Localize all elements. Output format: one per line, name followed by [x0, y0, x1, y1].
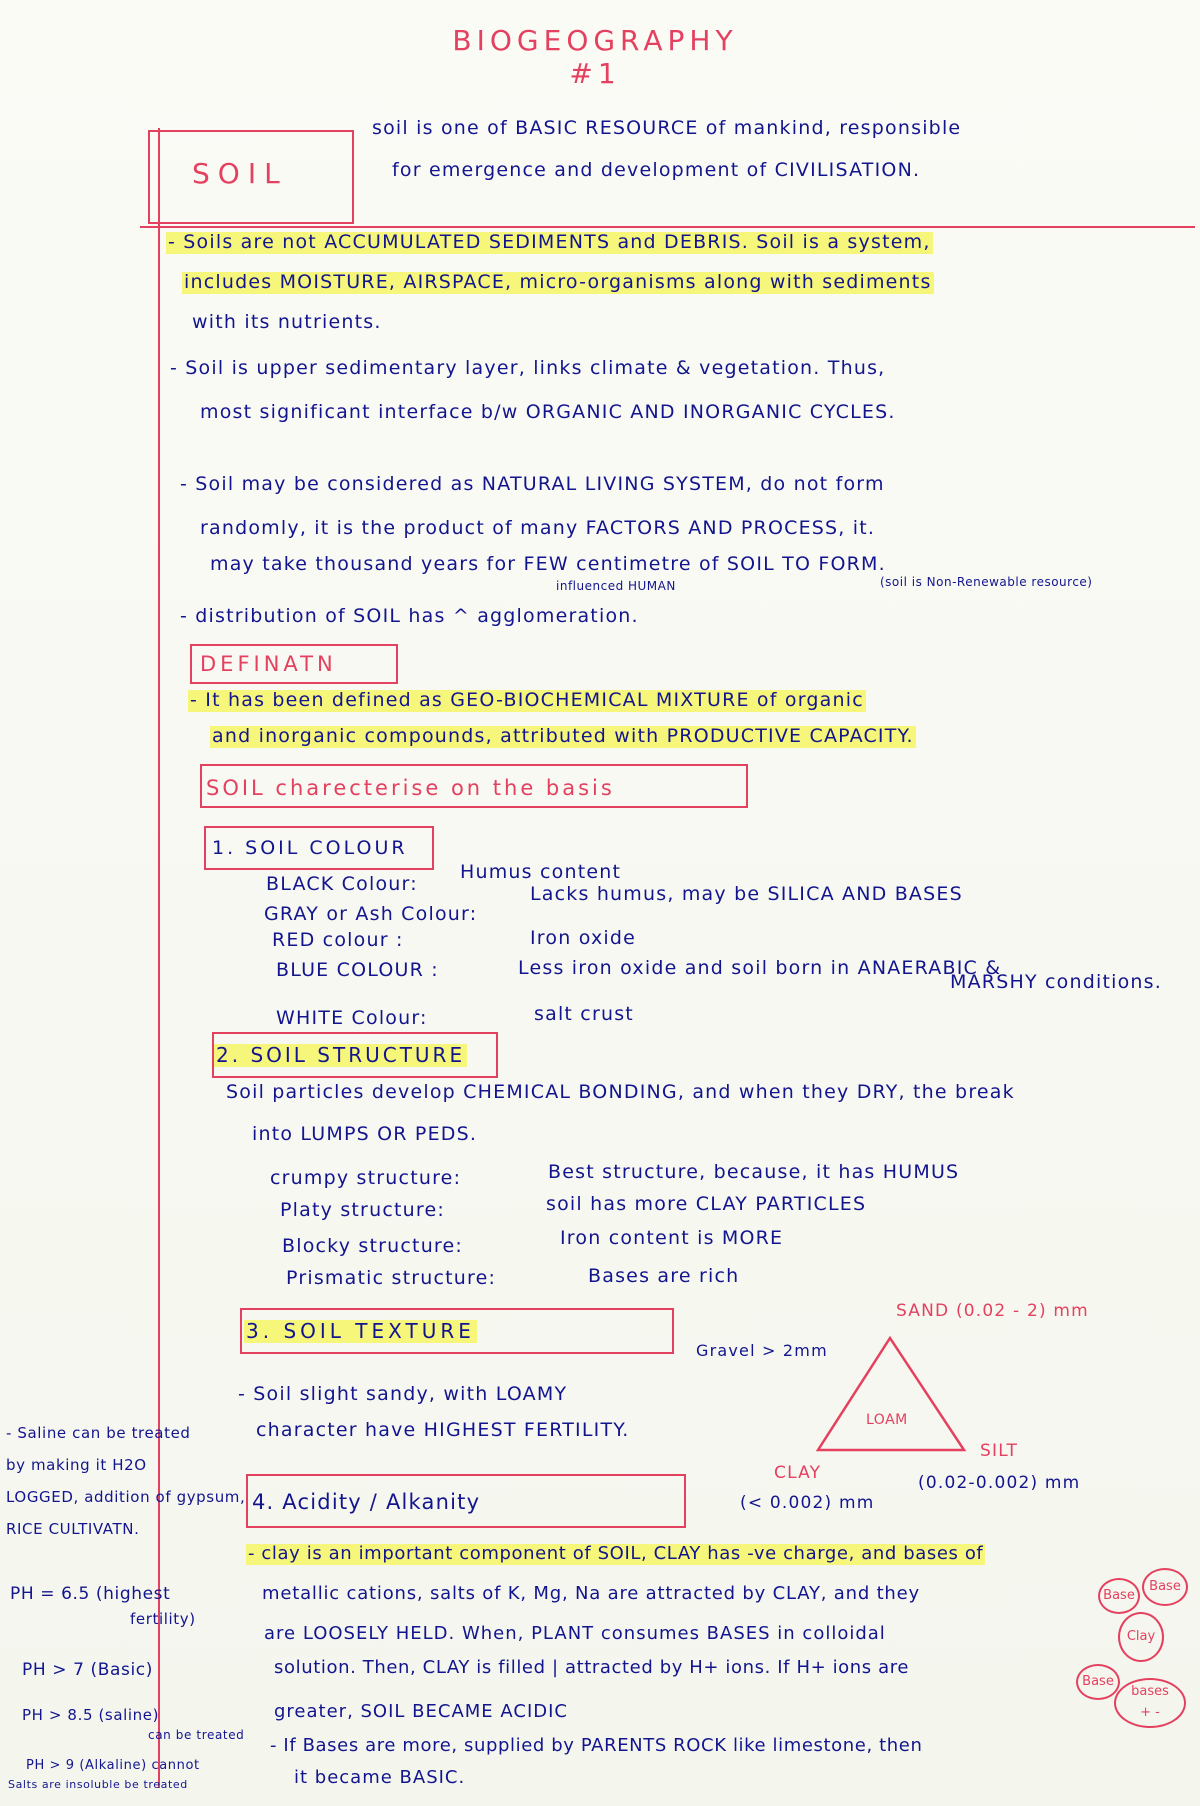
base-circle-2: Base	[1142, 1568, 1188, 1606]
s4-line-6: - If Bases are more, supplied by PARENTS ROCK like limestone, then	[270, 1735, 923, 1756]
s4-line-5: greater, SOIL BECAME ACIDIC	[274, 1701, 569, 1722]
side-note-6: fertility)	[130, 1610, 196, 1628]
p4-caret-note: influenced HUMAN	[556, 579, 676, 593]
side-note-1: - Saline can be treated	[6, 1424, 191, 1442]
base-circle-1: Base	[1098, 1578, 1140, 1614]
s1-row-4-value: MARSHY conditions.	[950, 971, 1162, 993]
s1-row-0-label: BLACK Colour:	[266, 873, 418, 895]
s4-line-7: it became BASIC.	[294, 1767, 466, 1788]
triangle-sand: SAND (0.02 - 2) mm	[896, 1301, 1089, 1321]
s1-row-2-value: Iron oxide	[530, 927, 637, 949]
p3-line-2: randomly, it is the product of many FACTORS AND PROCESS, it.	[200, 517, 876, 539]
bases-circle-signs: + -	[1140, 1705, 1160, 1720]
bases-circle-label: bases	[1131, 1684, 1169, 1699]
side-note-9: can be treated	[148, 1728, 245, 1742]
s2-intro-line-1: Soil particles develop CHEMICAL BONDING, and when they DRY, the break	[226, 1081, 1015, 1103]
p2-line-1: - Soil is upper sedimentary layer, links climate & vegetation. Thus,	[170, 357, 886, 379]
characterise-heading: SOIL charecterise on the basis	[206, 776, 615, 800]
intro-line-1: soil is one of BASIC RESOURCE of mankind, responsible	[372, 117, 962, 139]
s1-row-2-label: RED colour :	[272, 929, 404, 951]
margin-line-top	[140, 226, 1195, 228]
triangle-clay-range: (< 0.002) mm	[740, 1493, 875, 1513]
s1-row-5-label: WHITE Colour:	[276, 1007, 428, 1029]
s2-row-0-label: crumpy structure:	[270, 1167, 462, 1189]
triangle-silt: SILT	[980, 1441, 1019, 1461]
p3-line-3: may take thousand years for FEW centimetre of SOIL TO FORM.	[210, 553, 886, 575]
s1-heading: 1. SOIL COLOUR	[212, 837, 408, 859]
margin-line-left	[158, 128, 160, 1788]
s2-row-1-label: Platy structure:	[280, 1199, 445, 1221]
triangle-silt-range: (0.02-0.002) mm	[918, 1473, 1081, 1493]
s2-row-3-label: Prismatic structure:	[286, 1267, 497, 1289]
s2-row-2-value: Iron content is MORE	[560, 1227, 784, 1249]
bases-circle	[1114, 1678, 1186, 1728]
p3-line-4: (soil is Non-Renewable resource)	[880, 575, 1093, 589]
base-circle-3: Base	[1076, 1664, 1120, 1700]
s2-row-2-label: Blocky structure:	[282, 1235, 464, 1257]
s3-line-2: character have HIGHEST FERTILITY.	[256, 1419, 630, 1441]
s2-intro-line-2: into LUMPS OR PEDS.	[252, 1123, 478, 1145]
s1-row-3-label: BLUE COLOUR :	[276, 959, 439, 981]
s1-row-3-value: Less iron oxide and soil born in ANAERABIC &	[518, 957, 1002, 979]
p1-line-1: - Soils are not ACCUMULATED SEDIMENTS and DEBRIS. Soil is a system,	[168, 231, 931, 253]
side-note-7: PH > 7 (Basic)	[22, 1660, 153, 1680]
side-note-5: PH = 6.5 (highest	[10, 1584, 171, 1604]
definition-line-1: - It has been defined as GEO-BIOCHEMICAL MIXTURE of organic	[190, 689, 864, 711]
s1-row-1-label: GRAY or Ash Colour:	[264, 903, 478, 925]
definatn-heading: DEFINATN	[200, 652, 337, 676]
side-note-3: LOGGED, addition of gypsum,	[6, 1488, 246, 1506]
clay-circle: Clay	[1118, 1612, 1164, 1662]
triangle-clay: CLAY	[774, 1463, 822, 1483]
s2-row-0-value: Best structure, because, it has HUMUS	[548, 1161, 960, 1183]
s1-row-1-value: Lacks humus, may be SILICA AND BASES	[530, 883, 963, 905]
side-note-11: Salts are insoluble be treated	[8, 1778, 188, 1791]
triangle-gravel: Gravel > 2mm	[696, 1341, 828, 1360]
s3-line-1: - Soil slight sandy, with LOAMY	[238, 1383, 568, 1405]
p4-line: - distribution of SOIL has ^ agglomeration.	[180, 605, 639, 627]
side-note-10: PH > 9 (Alkaline) cannot	[26, 1758, 200, 1773]
side-note-2: by making it H2O	[6, 1456, 147, 1474]
p1-line-2: includes MOISTURE, AIRSPACE, micro-organisms along with sediments	[184, 271, 932, 293]
p1-line-3: with its nutrients.	[192, 311, 382, 333]
s2-row-3-value: Bases are rich	[588, 1265, 740, 1287]
page-title: BIOGEOGRAPHY #1	[452, 24, 738, 90]
s4-line-2: metallic cations, salts of K, Mg, Na are attracted by CLAY, and they	[262, 1583, 920, 1604]
s1-row-0-value: Humus content	[460, 861, 622, 883]
s4-line-3: are LOOSELY HELD. When, PLANT consumes BASES in colloidal	[264, 1623, 886, 1644]
soil-heading: SOIL	[192, 157, 288, 190]
side-note-4: RICE CULTIVATN.	[6, 1520, 140, 1538]
s1-row-5-value: salt crust	[534, 1003, 634, 1025]
triangle-loam: LOAM	[866, 1412, 908, 1428]
intro-line-2: for emergence and development of CIVILISATION.	[392, 159, 921, 181]
p2-line-2: most significant interface b/w ORGANIC AND INORGANIC CYCLES.	[200, 401, 896, 423]
s4-line-1: - clay is an important component of SOIL, CLAY has -ve charge, and bases of	[248, 1543, 984, 1564]
s2-heading: 2. SOIL STRUCTURE	[216, 1043, 466, 1067]
s2-row-1-value: soil has more CLAY PARTICLES	[546, 1193, 867, 1215]
side-note-8: PH > 8.5 (saline)	[22, 1706, 160, 1724]
s3-heading: 3. SOIL TEXTURE	[246, 1319, 475, 1343]
definition-line-2: and inorganic compounds, attributed with PRODUCTIVE CAPACITY.	[212, 725, 914, 747]
s4-line-4: solution. Then, CLAY is filled | attracted by H+ ions. If H+ ions are	[274, 1657, 910, 1678]
p3-line-1: - Soil may be considered as NATURAL LIVING SYSTEM, do not form	[180, 473, 885, 495]
s4-heading: 4. Acidity / Alkanity	[252, 1490, 481, 1514]
